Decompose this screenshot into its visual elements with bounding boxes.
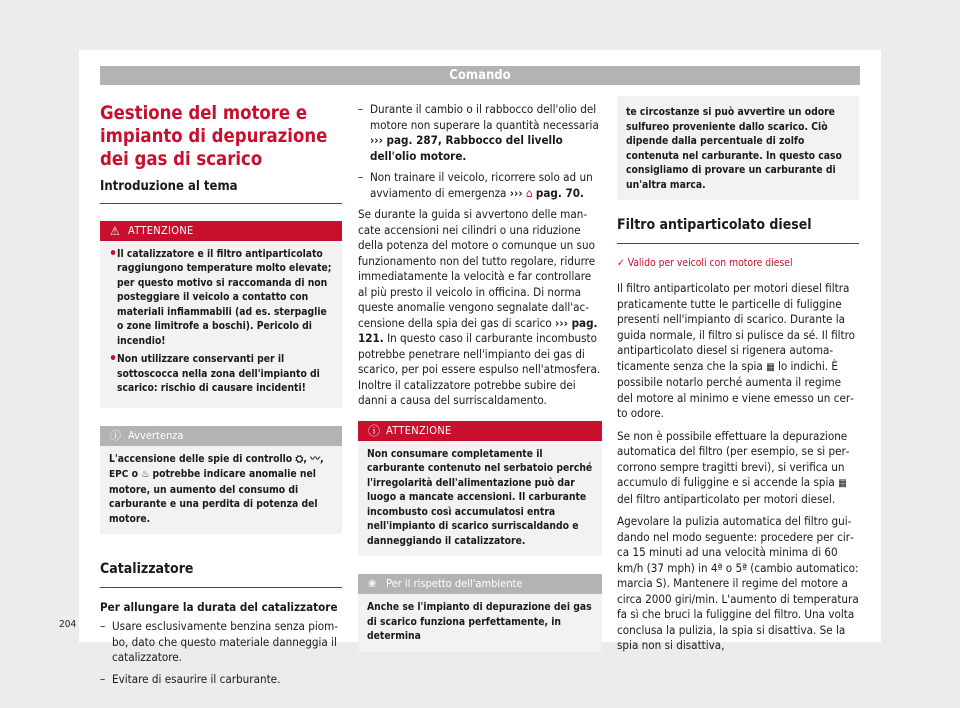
section-heading-catalizzatore: Catalizzatore <box>100 562 342 588</box>
validity-text: Valido per veicoli con motore diesel <box>627 256 793 269</box>
warning-circle-icon: ⓘ <box>368 423 381 438</box>
warning-body <box>100 241 342 408</box>
list-item-text: Non trainare il veicolo, ricorrere solo ad un avviamento di emergenza <box>370 170 593 200</box>
paragraph-text: del filtro antiparticolato per motori diesel. <box>617 491 836 506</box>
list-item <box>358 102 602 164</box>
glow-plug-icon: 〰 <box>310 453 321 465</box>
list-item: – Usare esclusivamente benzina senza piombo, dato che questo materiale danneggia il catalizzatore. <box>100 619 342 666</box>
warning-label: ATTENZIONE <box>386 423 452 437</box>
engine-warning-icon: ⛭ <box>295 453 304 465</box>
list-item-text: Durante il cambio o il rabbocco dell'olio del motore non superare la quantità necessaria <box>370 102 599 132</box>
paragraph-text: Se durante la guida si avvertono delle mancate accensioni nei cilindri o una riduzione della potenza del motore o comunque un suo funzionamento non del tutto regolare, ridurre immediatamente la velocità e far controllare al più presto il veicolo in officina. Di norma queste anomalie vengono segnalate dall'accensione della spia dei gas di scarico <box>358 207 596 330</box>
note-text: potrebbe indicare anomalie nel motore, un aumento del consumo di carburante e una perdita di potenza del motore. <box>109 468 318 525</box>
paragraph-text: Se non è possibile effettuare la depurazione automatica del filtro (per esempio, se si percorrono sempre tragitti brevi), si verifica un accumulo di fuliggine e si accende la spia <box>617 428 850 489</box>
page-reference-link[interactable]: ››› pag. 287, Rabbocco del livello dell'olio motore. <box>370 133 563 163</box>
paragraph <box>617 429 859 508</box>
paragraph-text: In questo caso il carburante incombusto potrebbe penetrare nell'impianto dei gas di scarico, per poi essere espulso nell'atmosfera. Inoltre il catalizzatore potrebbe subire dei danni a causa del surriscaldamento. <box>358 331 601 407</box>
section-subtitle: Introduzione al tema <box>100 179 342 204</box>
note-body: L'accensione delle spie di controllo ⛭, 〰, EPC o ♨ potrebbe indicare anomalie nel motore, un aumento del consumo di carburante e una perdita di potenza del motore. <box>109 452 324 525</box>
page-reference-arrow[interactable]: ››› <box>509 185 523 200</box>
warning-header <box>100 221 342 241</box>
warning-label: ATTENZIONE <box>128 223 194 237</box>
environment-box <box>358 574 602 652</box>
checkmark-icon: ✓ <box>617 256 625 269</box>
warning-item: • Il catalizzatore e il filtro antiparticolato raggiungono temperature molto elevate; per questo motivo si raccomanda di non posteggiare il veicolo a contatto con materiali infiammabili (ad es. sterpaglie o zone limitrofe a boschi). Pericolo di incendio! <box>109 247 333 349</box>
section-heading-filtro: Filtro antiparticolato diesel <box>617 218 859 244</box>
book-reference-icon: ⌂ <box>525 185 533 200</box>
page-reference-link[interactable]: pag. 70. <box>535 185 584 200</box>
environment-box-continued: te circostanze si può avvertire un odore sulfureo proveniente dallo scarico. Ciò dipende dalla percentuale di zolfo contenuta nel carburante. In questo caso consigliamo di provare un carburante di un'altra marca. <box>617 96 859 200</box>
leaf-icon: ❀ <box>368 577 377 590</box>
column-right <box>617 92 859 661</box>
info-icon: ⓘ <box>110 428 121 442</box>
epc-icon: EPC <box>109 469 129 480</box>
warning-box <box>100 221 342 408</box>
warning-box <box>358 421 602 557</box>
note-header <box>100 426 342 446</box>
section-lead: Per allungare la durata del catalizzatore <box>100 599 338 614</box>
note-box <box>100 426 342 535</box>
list-item: – Evitare di esaurire il carburante. <box>100 672 342 688</box>
exhaust-warning-icon: ♨ <box>141 469 150 480</box>
warning-header <box>358 421 602 441</box>
paragraph-text: Il filtro antiparticolato per motori diesel filtra praticamente tutte le particelle di fuliggine presenti nell'impianto di scarico. Durante la guida normale, il filtro si pulisce da sé. Il filtro antiparticolato diesel si rigenera automaticamente senza che la spia <box>617 281 856 373</box>
diesel-filter-icon: ▦ <box>838 478 847 489</box>
note-text: o <box>131 468 138 480</box>
warning-triangle-icon: ⚠ <box>110 223 120 238</box>
warning-item: • Non utilizzare conservanti per il sottoscocca nella zona dell'impianto di scarico: rischio di causare incidenti! <box>109 352 333 396</box>
column-middle <box>358 102 602 670</box>
page-title: Gestione del motore e impianto di depurazione dei gas di scarico <box>100 103 328 170</box>
page-reference-link[interactable]: ››› pag. 121. <box>358 315 598 345</box>
environment-header <box>358 574 602 594</box>
paragraph <box>358 207 602 409</box>
paragraph-text: lo indichi. È possibile notarlo perché aumenta il regime del motore al minimo e viene emesso un certo odore. <box>617 358 854 420</box>
list-item <box>358 170 602 201</box>
environment-body: Anche se l'impianto di depurazione dei gas di scarico funziona perfettamente, in determina <box>367 601 592 642</box>
note-label: Avvertenza <box>128 428 184 442</box>
diesel-filter-icon: ▦ <box>766 361 775 373</box>
note-text: L'accensione delle spie di controllo <box>109 452 293 465</box>
environment-label: Per il rispetto dell'ambiente <box>386 577 523 590</box>
page-number: 204 <box>59 619 77 630</box>
chapter-header: Comando <box>100 66 860 85</box>
column-left <box>100 92 342 693</box>
paragraph <box>617 281 859 422</box>
paragraph: Agevolare la pulizia automatica del filtro guidando nel modo seguente: procedere per circa 15 minuti ad una velocità minima di 60 km/h (37 mph) in 4ª o 5ª (cambio automatico: marcia S). Mantenere il regime del motore a circa 2000 giri/min. L'aumento di temperatura fa sì che bruci la fuliggine del filtro. Una volta conclusa la pulizia, la spia si disattiva. Se la spia non si disattiva, <box>617 514 859 652</box>
warning-body: Non consumare completamente il carburante contenuto nel serbatoio perché l'irregolarità dell'alimentazione può dar luogo a mancate accensioni. Il carburante incombusto così accumulatosi entra nell'impianto di scarico surriscaldando e danneggiando il catalizzatore. <box>367 447 593 547</box>
validity-note <box>617 256 859 272</box>
